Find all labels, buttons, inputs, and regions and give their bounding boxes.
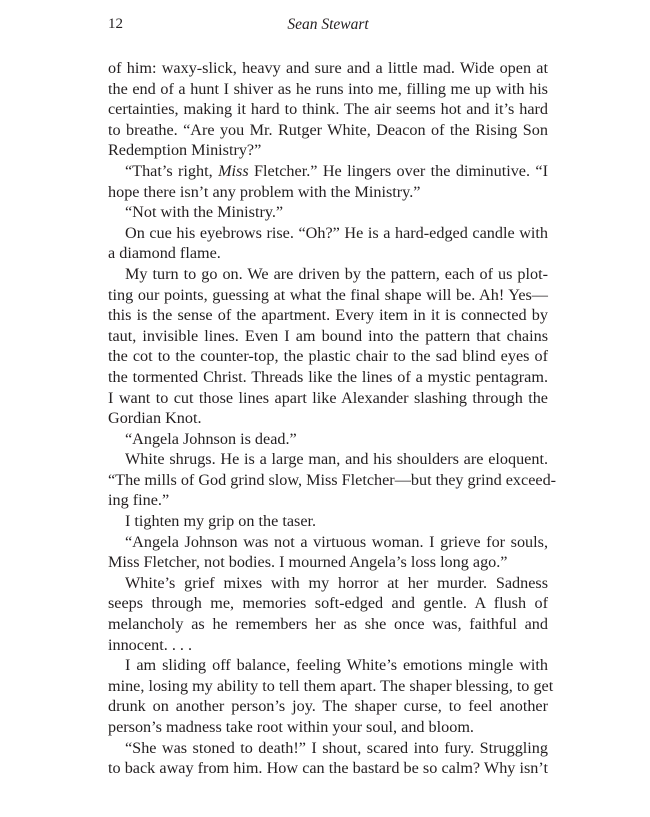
text-line: a diamond flame. bbox=[108, 244, 221, 263]
text-line: “Angela Johnson was not a virtuous woman. I grieve for souls, bbox=[125, 532, 548, 551]
text-line: mine, losing my ability to tell them apart. The shaper blessing, to get bbox=[108, 676, 554, 695]
text-line: hope there isn’t any problem with the Ministry.” bbox=[108, 182, 421, 201]
text-span: “That’s right, bbox=[125, 161, 219, 180]
text-line: “She was stoned to death!” I shout, scared into fury. Struggling bbox=[125, 738, 548, 757]
text-line: White’s grief mixes with my horror at her murder. Sadness bbox=[125, 573, 548, 592]
text-line: ing fine.” bbox=[108, 491, 170, 510]
italic-emphasis: Miss bbox=[218, 161, 249, 180]
page-header bbox=[108, 16, 548, 38]
text-line: Miss Fletcher, not bodies. I mourned Angela’s loss long ago.” bbox=[108, 553, 508, 572]
text-line: Redemption Ministry?” bbox=[108, 141, 262, 160]
text-line: the end of a hunt I shiver as he runs into me, filling me up with his bbox=[108, 79, 548, 98]
text-line: drunk on another person’s joy. The shaper curse, to feel another bbox=[108, 697, 548, 716]
text-line: this is the sense of the apartment. Every item in it is connected by bbox=[108, 306, 548, 325]
text-line: I want to cut those lines apart like Alexander slashing through the bbox=[108, 388, 548, 407]
text-line: innocent. . . . bbox=[108, 635, 193, 654]
text-line: I am sliding off balance, feeling White’s emotions mingle with bbox=[125, 656, 548, 675]
text-line: I tighten my grip on the taser. bbox=[125, 512, 317, 531]
text-line: White shrugs. He is a large man, and his shoulders are eloquent. bbox=[125, 450, 548, 469]
text-line: ting our points, guessing at what the final shape will be. Ah! Yes— bbox=[108, 285, 548, 304]
text-line: “Angela Johnson is dead.” bbox=[125, 429, 297, 448]
text-line: seeps through me, memories soft-edged and gentle. A flush of bbox=[108, 594, 548, 613]
text-line: Gordian Knot. bbox=[108, 409, 202, 428]
text-line: the tormented Christ. Threads like the lines of a mystic pentagram. bbox=[108, 367, 548, 386]
text-line: person’s madness take root within your soul, and bloom. bbox=[108, 718, 474, 736]
running-head-author: Sean Stewart bbox=[287, 16, 369, 33]
body-text bbox=[108, 58, 557, 779]
text-line: of him: waxy-slick, heavy and sure and a little mad. Wide open at bbox=[108, 59, 548, 77]
text-line: the cot to the counter-top, the plastic chair to the sad blind eyes of bbox=[108, 347, 548, 366]
text-line: to back away from him. How can the bastard be so calm? Why isn’t bbox=[108, 759, 548, 778]
text-line: “The mills of God grind slow, Miss Fletcher—but they grind exceed- bbox=[108, 470, 557, 489]
text-line: to breathe. “Are you Mr. Rutger White, Deacon of the Rising Son bbox=[108, 120, 548, 139]
text-line bbox=[108, 161, 548, 182]
text-line: On cue his eyebrows rise. “Oh?” He is a hard-edged candle with bbox=[125, 223, 548, 242]
text-line: melancholy as he remembers her as she once was, faithful and bbox=[108, 615, 548, 634]
text-line: My turn to go on. We are driven by the pattern, each of us plot- bbox=[125, 264, 548, 283]
page-number: 12 bbox=[108, 16, 123, 32]
text-line: taut, invisible lines. Even I am bound into the pattern that chains bbox=[108, 326, 548, 345]
text-line: certainties, making it hard to think. The air seems hot and it’s hard bbox=[108, 100, 548, 119]
text-line: “Not with the Ministry.” bbox=[125, 203, 284, 222]
text-span: Fletcher.” He lingers over the diminutive. “I bbox=[248, 161, 549, 180]
